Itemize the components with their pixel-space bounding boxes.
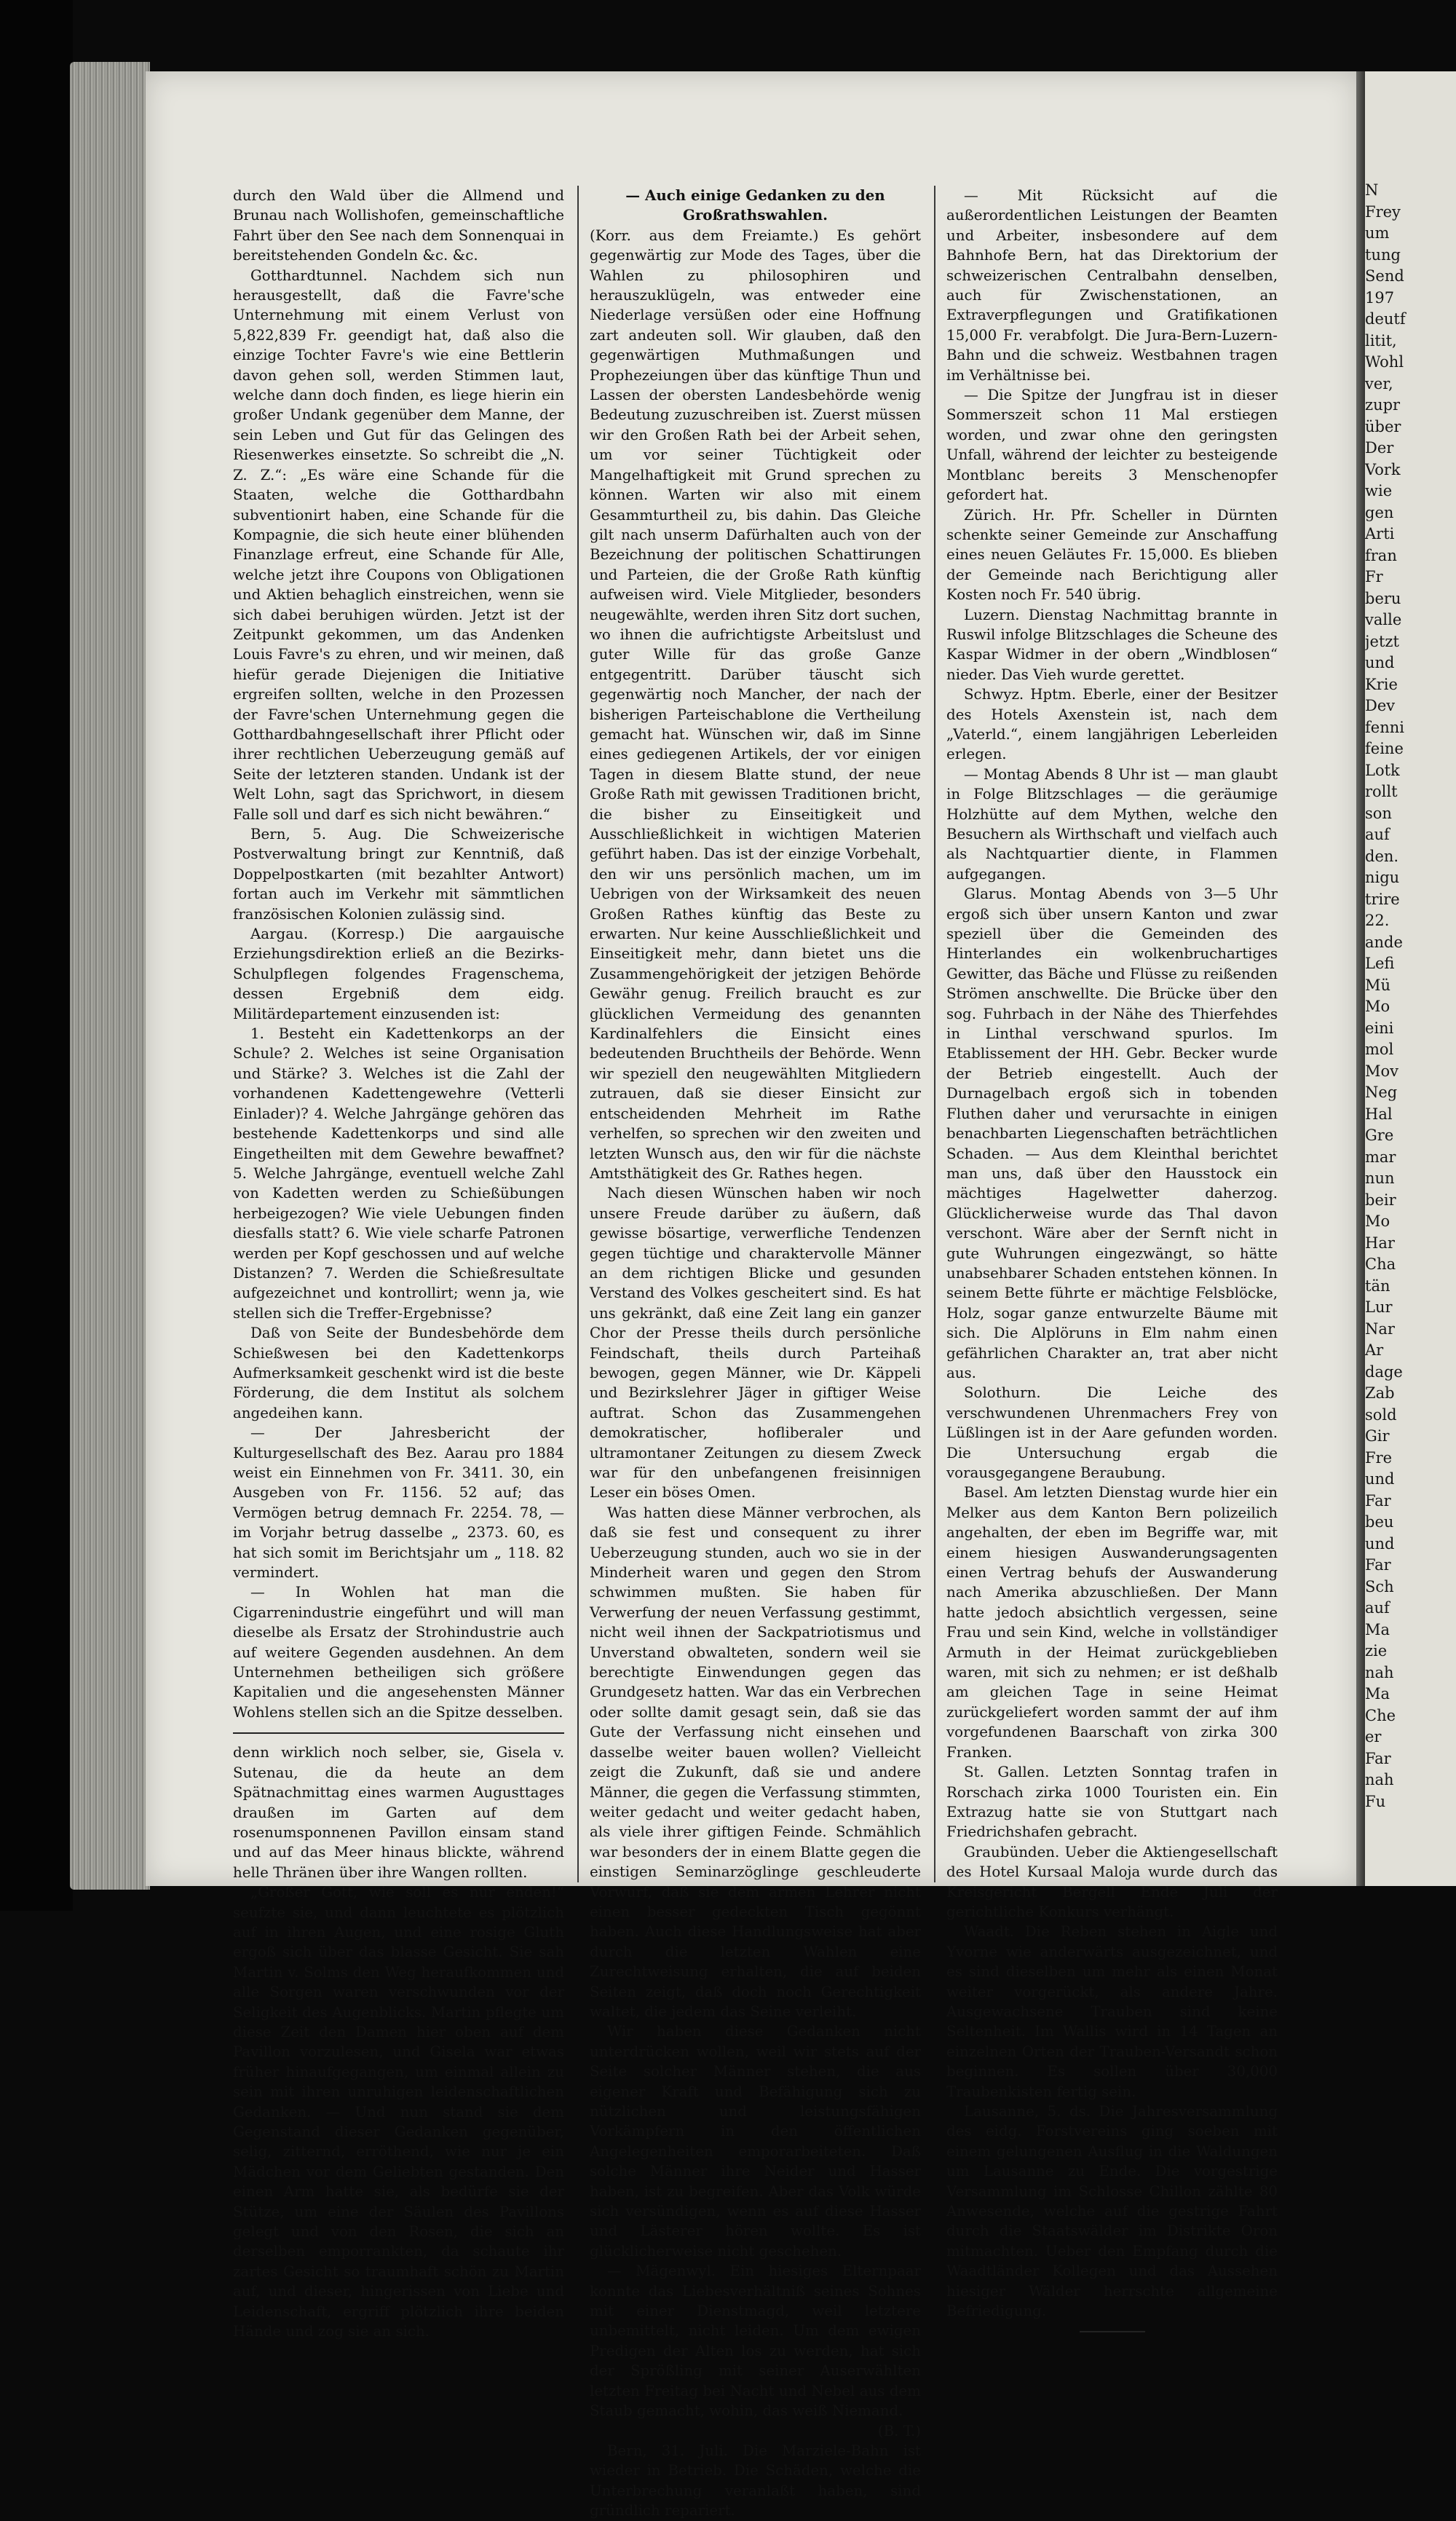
article-graubuenden: Graubünden. Ueber die Aktiengesellschaft des Hotel Kursaal Maloja wurde durch das Kreisgericht Bergell Ende Juli der gerichtliche Konkurs verhängt. <box>946 1843 1278 1920</box>
facing-page-word: gen <box>1365 503 1394 521</box>
article-jungfrau: — Die Spitze der Jungfrau ist in dieser Sommerszeit schon 11 Mal erstiegen worden, und zwar ohne den geringsten Unfall, während der leichter zu besteigende Montblanc bereits 3 Menschenopfer gefordert hat. <box>946 387 1278 504</box>
feuilleton-rule <box>233 1732 564 1734</box>
facing-page-word: sold <box>1365 1405 1397 1424</box>
facing-page-word: Sch <box>1365 1577 1394 1595</box>
facing-page-word: Krie <box>1365 675 1398 693</box>
facing-page-word: Ma <box>1365 1620 1390 1638</box>
facing-page-word: Arti <box>1365 525 1395 543</box>
facing-page-word: auf <box>1365 1599 1390 1617</box>
article-wohlen: — In Wohlen hat man die Cigarrenindustrie eingeführt und will man dieselbe als Ersatz der Strohindustrie auch auf weitere Gegenden ausdehnen. An dem Unternehmen betheiligen sich größere Kapitalien und die angesehensten Männer Wohlens stellen sich an die Spitze desselben. <box>233 1584 564 1721</box>
column-3 <box>946 186 1278 2340</box>
facing-page-word: mol <box>1365 1041 1394 1058</box>
article-maegenwyl: — Mägenwyl. Ein hiesiges Elternpaar konnte das Liebesverhältniß seines Sohnes mit einer Dienstmagd, weil letztere unbemittelt, nicht leiden. Um dem ewigen Predigen der Alten los zu werden, hat sich der Sprößling mit seiner Auserwählten letzten Freitag bei Nacht und Nebel aus dem Staub gemacht, wohin, das weiß Niemand. <box>590 2262 921 2420</box>
article-bern-post: Bern, 5. Aug. Die Schweizerische Postverwaltung bringt zur Kenntniß, daß Doppelpostkarten (mit bezahlter Antwort) fortan auch im Verkehr mit sämmtlichen französischen Kolonien zulässig sind. <box>233 826 564 923</box>
facing-page-word: und <box>1365 1534 1395 1553</box>
end-rule <box>1080 2331 1145 2332</box>
article-heading: — Auch einige Gedanken zu den Großrathswahlen. <box>625 186 885 224</box>
facing-page-word: Har <box>1365 1234 1395 1252</box>
facing-page-word: den. <box>1365 847 1399 865</box>
facing-page-word: Lotk <box>1365 761 1400 779</box>
facing-page-word: Wohl <box>1365 353 1404 371</box>
article-zuerich: Zürich. Hr. Pfr. Scheller in Dürnten schenkte seiner Gemeinde zur Anschaffung eines neuen Geläutes Fr. 15,000. Es blieben der Gemeinde nach Berichtigung aller Kosten noch Fr. 540 übrig. <box>946 506 1278 604</box>
facing-page-word: nigu <box>1365 869 1400 886</box>
article-text: Was hatten diese Männer verbrochen, als daß sie fest und consequent zu ihrer Ueberzeugung stunden, auch wo sie in der Minderheit waren und gegen den Strom schwimmen mußten. Sie haben für Verwerfung der neuen Verfassung gestimmt, nicht weil ihnen der Sackpatriotismus und Unverstand obwalteten, sondern weil sie berechtigte Einwendungen gegen das Grundgesetz hatten. War das ein Verbrechen oder sollte damit gesagt sein, daß sie das Gute der Verfassung nicht einsehen und dasselbe weiter bauen wollen? Vielleicht zeigt die Zukunft, daß sie und andere Männer, die gegen die Verfassung stimmten, weiter gedacht und weiter gedacht haben, als viele ihrer giftigen Feinde. Schmählich war besonders der in einem Blatte gegen die einstigen Seminarzöglinge geschleuderte Vorwurf, daß sie dem armen Lehrer nicht einen besser gedeckten Tisch gegönnt haben. Auch diese Handlungsweise hat aber durch die letzten Wahlen eine Zurechtweisung erhalten, die auf beiden Seiten zeigt, daß doch noch Gerechtigkeit waltet, die jedem das Seine verleiht. <box>590 1504 921 2020</box>
facing-page-word: tän <box>1365 1277 1390 1295</box>
facing-page-word: Far <box>1365 1556 1391 1574</box>
facing-page-word: dage <box>1365 1362 1403 1381</box>
facing-page-word: litit, <box>1365 331 1397 350</box>
article-kulturgesellschaft: — Der Jahresbericht der Kulturgesellschaft des Bez. Aarau pro 1884 weist ein Einnehmen von Fr. 3411. 30, ein Ausgeben von Fr. 1156. 52 auf; das Vermögen betrug demnach Fr. 2254. 78, — im Vorjahr betrug dasselbe „ 2373. 60, es hat sich somit im Berichtsjahr um „ 118. 82 vermindert. <box>233 1424 564 1582</box>
facing-page-word: er <box>1365 1728 1382 1745</box>
article-text: Wir haben diese Gedanken nicht unterdrücken wollen, weil wir stets auf der Seite solcher Männer stehen, die aus eigener Kraft und Befähigung sich zu nützlichen und leistungsfähigen Vorkämpfern in den öffentlichen Angelegenheiten emporarbeiteten. Daß solche Männer ihre Neider und Hasser haben, ist zu begreifen. Aber das Volk würde sich versündigen, wenn es auf diese Hasser und Lästerer hören wollte. Es ist glücklicherweise nicht geschehen. <box>590 2023 921 2260</box>
article-lausanne: Lausanne, 5. ds. Die Jahresversammlung des eidg. Forstvereins ging soeben mit einem gelungenen Ausflug in die Waldungen um Lausanne zu Ende. Die vorgestrige Versammlung im Schlosse Chillon zählte 80 Anwesende, welche auf die gestrige Fahrt durch die Staatswälder im Distrikte Oron mitmachten. Ueber den Empfang durch die Waadtländer Kollegen und das Aussehen hiesiger Wälder herrschte allgemeine Befriedigung. <box>946 2103 1278 2320</box>
column-divider-2 <box>934 186 935 1882</box>
facing-page-word: Lur <box>1365 1298 1393 1316</box>
facing-page-word: und <box>1365 1470 1395 1488</box>
facing-page-word: beru <box>1365 589 1401 607</box>
facing-page-word: Far <box>1365 1749 1391 1767</box>
facing-page-word: Gre <box>1365 1127 1394 1144</box>
facing-page-word: beu <box>1365 1513 1394 1531</box>
article-aargau: Aargau. (Korresp.) Die aargauische Erziehungsdirektion erließ an die Bezirks-Schulpflegen folgendes Fragenschema, dessen Ergebniß dem eidg. Militärdepartement einzusenden ist: <box>233 926 564 1022</box>
facing-page-word: Der <box>1365 439 1394 457</box>
article-solothurn: Solothurn. Die Leiche des verschwundenen Uhrenmachers Frey von Lüßlingen ist in der Aare gefunden worden. Die Untersuchung ergab die vorausgegangene Beraubung. <box>946 1384 1278 1481</box>
facing-page-word: deutf <box>1365 310 1406 328</box>
facing-page-word: beir <box>1365 1191 1396 1209</box>
facing-page-word: eini <box>1365 1019 1394 1037</box>
article-text: Nach diesen Wünschen haben wir noch unsere Freude darüber zu äußern, daß gewisse bösartige, verwerfliche Tendenzen gegen tüchtige und charaktervolle Männer an dem richtigen Blicke und gesunden Verstand des Volkes gescheitert sind. Es hat uns gekränkt, daß eine Zeit lang ein ganzer Chor der Presse theils durch persönliche Feindschaft, theils durch Parteihaß bewogen, gegen Männer, wie Dr. Käppeli und Bezirkslehrer Jäger in giftiger Weise auftrat. Schon das Zusammengehen demokratischer, hofliberaler und ultramontaner Zeitungen zu diesem Zweck war für den unbefangenen freisinnigen Leser ein böses Omen. <box>590 1185 921 1502</box>
facing-page-word: N <box>1365 181 1379 199</box>
facing-page-word: Far <box>1365 1491 1391 1510</box>
facing-page-word: tung <box>1365 245 1401 264</box>
column-divider-1 <box>577 186 579 1882</box>
facing-page-word: zie <box>1365 1642 1388 1660</box>
feuilleton-text: „Großer Gott, wie soll es nur enden!“ seufzte sie, und dann leuchtete es plötzlich auf in ihren Augen, und eine rosige Gluth ergoß sich über das blasse Gesicht. Sie sah Martin v. Solms den Weg heraufkommen und alle Sorgen waren verschwunden vor der Seligkeit des Augenblicks. Martin pflegte um diese Zeit den Damen hier oben auf dem Pavillon vorzulesen, und Gisela war etwas früher hinaufgegangen, um einmal allein zu sein mit ihren unruhigen leidenschaftlichen Gedanken. — Und nun stand sie dem Gegenstand dieser Gedanken gegenüber, selig, zitternd, erröthend, wie nur je ein Mädchen vor dem Geliebten gestanden. Den einen Arm hatte sie, als bedürfe sie der Stütze, um eine der Säulen des Pavillons gelegt und von den Rosen, die sich an derselben emporrankten, da schaute ihr zartes Gesicht so traumhaft schön zu Martin auf, und dieser, hingerissen von Liebe und Leidenschaft, ergriff plötzlich ihre beiden Hände und zog sie an sich. <box>233 1884 564 2340</box>
facing-page-word: Mov <box>1365 1062 1399 1080</box>
facing-page-word: Nar <box>1365 1319 1395 1338</box>
facing-page-word: Zab <box>1365 1384 1395 1402</box>
article-bern-marziele: Bern, 31. Juli. Die Marziele-Bahn ist wieder in Betrieb. Die Schäden, welche die Unterbrechung veranlaßt haben, sind gründlich repariert. <box>590 2442 921 2520</box>
facing-page-word: Fre <box>1365 1448 1393 1467</box>
facing-page-word: Fr <box>1365 568 1383 585</box>
facing-page-word: Fu <box>1365 1792 1386 1810</box>
article-mythen: — Montag Abends 8 Uhr ist — man glaubt in Folge Blitzschlages — die geräumige Holzhütte auf dem Mythen, welche den Besuchern als Wirthschaft und vielfach auch als Nachtquartier diente, in Flammen aufgegangen. <box>946 765 1278 883</box>
facing-page-word: nah <box>1365 1663 1394 1681</box>
article-luzern: Luzern. Dienstag Nachmittag brannte in Ruswil infolge Blitzschlages die Scheune des Kaspar Widmer in der obern „Windblosen“ nieder. Das Vieh wurde gerettet. <box>946 606 1278 683</box>
facing-page-word: fenni <box>1365 718 1404 736</box>
facing-page-word: rollt <box>1365 783 1398 800</box>
facing-page-word: zupr <box>1365 396 1401 414</box>
article-signature: (B. T.) <box>877 2422 921 2439</box>
facing-page-word: Send <box>1365 267 1404 285</box>
facing-page-word: Che <box>1365 1706 1396 1724</box>
article-st-gallen: St. Gallen. Letzten Sonntag trafen in Rorschach zirka 1000 Touristen ein. Ein Extrazug hatte sie von Stuttgart nach Friedrichshafen gebracht. <box>946 1764 1278 1841</box>
facing-page-word: Ma <box>1365 1685 1390 1703</box>
feuilleton-text: denn wirklich noch selber, sie, Gisela v. Sutenau, die da heute an dem Spätnachmittag eines warmen Augusttages draußen im Garten auf dem rosenumsponnenen Pavillon einsam stand und auf das Meer hinaus blickte, während helle Thränen über ihre Wangen rollten. <box>233 1744 564 1881</box>
page-edges <box>70 62 150 1890</box>
article-aargau-closing: Daß von Seite der Bundesbehörde dem Schießwesen bei den Kadettenkorps Aufmerksamkeit geschenkt wird ist die beste Förderung, die dem Institut als solchem angedeihen kann. <box>233 1325 564 1421</box>
facing-page-word: trire <box>1365 890 1400 908</box>
facing-page-word: nah <box>1365 1771 1394 1788</box>
facing-page-word: über <box>1365 417 1401 435</box>
facing-page-word: fran <box>1365 546 1397 564</box>
facing-page-word: ande <box>1365 933 1403 951</box>
facing-page-word: Frey <box>1365 202 1401 221</box>
facing-page-word: Lefi <box>1365 955 1395 972</box>
column-2 <box>590 186 921 2521</box>
article-gotthardtunnel: Gotthardtunnel. Nachdem sich nun herausgestellt, daß die Favre'sche Unternehmung mit einem Verlust von 5,822,839 Fr. geendigt hat, daß also die einzige Tochter Favre's wie eine Bettlerin davon gehen soll, werden Stimmen laut, welche dann doch finden, es liege hierin ein großer Undank gegenüber dem Manne, der sein Leben und Gut für das Gelingen des Riesenwerkes einsetzte. So schreibt die „N. Z. Z.“: „Es wäre eine Schande für die Staaten, welche die Gotthardbahn subventionirt haben, eine Schande für die Kompagnie, die sich heute einer blühenden Finanzlage erfreut, eine Schande für Alle, welche jetzt ihre Coupons von Obligationen und Aktien behaglich einstreichen, wenn sie sich dabei beruhigen würden. Jetzt ist der Zeitpunkt gekommen, um das Andenken Louis Favre's zu ehren, und wir meinen, daß hiefür gerade Diejenigen die Initiative ergreifen sollten, welche in den Prozessen der Favre'schen Unternehmung gegen die Gotthardbahngesellschaft ihrer Pflicht oder ihrer rechtlichen Ueberzeugung gemäß auf Seite der letzteren standen. Undank ist der Welt Lohn, sagt das Sprichwort, in diesem Falle soll und darf es sich nicht bewähren.“ <box>233 267 564 823</box>
facing-page-word: ver, <box>1365 374 1393 392</box>
article-schwyz: Schwyz. Hptm. Eberle, einer der Besitzer des Hotels Axenstein ist, nach dem „Vaterld.“, einem langjährigen Leberleiden erlegen. <box>946 686 1278 763</box>
facing-page-word: 22. <box>1365 912 1390 929</box>
facing-page-word: Gir <box>1365 1427 1390 1445</box>
facing-page-word: Mo <box>1365 1212 1390 1230</box>
facing-page-word: Mo <box>1365 998 1390 1015</box>
facing-page-word: und <box>1365 654 1395 671</box>
facing-page-word: nun <box>1365 1169 1395 1187</box>
facing-page-word: jetzt <box>1365 632 1399 650</box>
facing-page-word: Dev <box>1365 697 1396 714</box>
article-glarus: Glarus. Montag Abends von 3—5 Uhr ergoß sich über unsern Kanton und zwar speziell über die Gemeinden des Hinterlandes ein wolkenbruchartiges Gewitter, das Bäche und Flüsse zu reißenden Strömen anschwellte. Die Brücke über den sog. Fuhrbach in der Nähe des Thierfehdes in Linthal verschwand spurlos. Im Etablissement der HH. Gebr. Becker wurde der Betrieb eingestellt. Auch der Durnagelbach ergoß sich in tobenden Fluthen daher und verursachte in einigen benachbarten Liegenschaften beträchtlichen Schaden. — Aus dem Kleinthal berichtet man uns, daß über den Hausstock ein mächtiges Hagelwetter daherzog. Glücklicherweise wurde das Thal davon verschont. Wäre aber der Sernft nicht in gute Wuhrungen eingezwängt, so hätte unabsehbarer Schaden entstehen können. In seinem Bette führte er mächtige Felsblöcke, Holz, sogar ganze entwurzelte Bäume mit sich. Die Alplöruns in Elm nahm einen gefährlichen Charakter an, trat aber nicht aus. <box>946 885 1278 1381</box>
facing-page-word: valle <box>1365 611 1402 628</box>
facing-page-word: Cha <box>1365 1255 1396 1273</box>
facing-page-word: mar <box>1365 1148 1396 1166</box>
facing-page-word: wie <box>1365 482 1393 500</box>
facing-page-word: auf <box>1365 826 1390 843</box>
facing-page-word: Neg <box>1365 1084 1398 1101</box>
article-text: durch den Wald über die Allmend und Brunau nach Wollishofen, gemeinschaftliche Fahrt über den See nach dem Sonnenquai in bereitstehenden Gondeln &c. &c. <box>233 187 564 264</box>
facing-page-word: 197 <box>1365 288 1395 307</box>
article-centralbahn: — Mit Rücksicht auf die außerordentlichen Leistungen der Beamten und Arbeiter, insbesondere auf dem Bahnhofe Bern, hat das Direktorium der schweizerischen Centralbahn denselben, auch für Zwischenstationen, an Extraverpflegungen und Gratifikationen 15,000 Fr. verabfolgt. Die Jura-Bern-Luzern-Bahn und die schweiz. Westbahnen tragen im Verhältnisse bei. <box>946 187 1278 384</box>
facing-page-word: Ar <box>1365 1341 1384 1359</box>
article-waadt: Waadt. Die Reben stehen in Aigle und Yvorne wie anderwärts ausgezeichnet, und es sind dieselben um mehr als einen Monat weiter vorgerückt, als andere Jahre. Ausgewachsene Trauben sind keine Seltenheit. Im Wallis wird in 14 Tagen an einzelnen Orten der Trauben-Versandt schon beginnen. Es sollen über 30,000 Traubenkisten fertig sein. <box>946 1923 1278 2100</box>
article-aargau-questions: 1. Besteht ein Kadettenkorps an der Schule? 2. Welches ist seine Organisation und Stärke? 3. Welches ist die Zahl der vorhandenen Kadettengewehre (Vetterli Einlader)? 4. Welche Jahrgänge gehören das bestehende Kadettenkorps und sind alle Eingetheilten mit dem Gewehre bewaffnet? 5. Welche Jahrgänge, eventuell welche Zahl von Kadetten werden zu Schießübungen herbeigezogen? Wie viele Uebungen finden diesfalls statt? 6. Wie viele scharfe Patronen werden per Kopf geschossen und auf welche Distanzen? 7. Werden die Schießresultate aufgezeichnet und kontrollirt; wenn ja, wie stellen sich die Treffer-Ergebnisse? <box>233 1025 564 1322</box>
facing-page-word: Vork <box>1365 460 1401 478</box>
facing-page-fragment <box>1365 71 1456 1886</box>
column-1 <box>233 186 564 2341</box>
facing-page-word: feine <box>1365 740 1404 757</box>
facing-page-word: son <box>1365 804 1392 822</box>
book-binding <box>0 0 73 1911</box>
article-text: (Korr. aus dem Freiamte.) Es gehört gegenwärtig zur Mode des Tages, über die Wahlen zu philosophiren und herauszuklügeln, was entweder eine Niederlage versüßen oder eine Hoffnung zart andeuten soll. Wir glauben, daß den gegenwärtigen Muthmaßungen und Prophezeiungen über das künftige Thun und Lassen der obersten Landesbehörde wenig Bedeutung zuzuschreiben ist. Zuerst müssen wir den Großen Rath bei der Arbeit sehen, um vor seiner Tüchtigkeit oder Mangelhaftigkeit mit Grund sprechen zu können. Warten wir also mit einem Gesammturtheil zu, bis dahin. Das Gleiche gilt nach unserm Dafürhalten auch von der Bezeichnung der politischen Schattirungen und Parteien, die der Große Rath künftig aufweisen wird. Viele Mitglieder, besonders neugewählte, werden ihren Sitz dort suchen, wo ihnen die aufrichtigste Arbeitslust und guter Wille für das große Ganze entgegentritt. Darüber täuscht sich gegenwärtig noch Mancher, der nach der bisherigen Parteischablone die Vertheilung gemacht hat. Wünschen wir, daß im Sinne eines gediegenen Artikels, der vor einigen Tagen in diesem Blatte stund, der neue Große Rath mit gewissen Traditionen bricht, die bisher zu Einseitigkeit und Ausschließlichkeit in wichtigen Materien geführt haben. Das ist der einzige Vorbehalt, den wir uns persönlich machen, um im Uebrigen von der Wirksamkeit des neuen Großen Rathes künftig das Beste zu erwarten. Nur keine Ausschließlichkeit und Einseitigkeit mehr, dann bietet uns die Zusammengehörigkeit der jetzigen Behörde Gewähr genug. Freilich braucht es zur glücklichen Vermeidung des genannten Kardinalfehlers die Einsicht eines bedeutenden Bruchtheils der Behörde. Wenn wir speziell den neugewählten Mitgliedern zutrauen, daß sie dieser Einsicht zur entscheidenden Mehrheit im Rathe verhelfen, so sprechen wir den zweiten und letzten Wunsch aus, den wir für die nächste Amtsthätigkeit des Gr. Rathes hegen. <box>590 226 921 1182</box>
article-basel: Basel. Am letzten Dienstag wurde hier ein Melker aus dem Kanton Bern polizeilich angehalten, der eben im Begriffe war, mit einem hiesigen Auswanderungsagenten einen Vertrag behufs der Auswanderung nach Amerika abzuschließen. Der Mann hatte jedoch absichtlich vergessen, seine Frau und sein Kind, welche in vollständiger Armuth in der Heimat zurückgeblieben waren, mit sich zu nehmen; er ist deßhalb am gleichen Tage in seine Heimat zurückgeliefert worden sammt der auf ihm vorgefundenen Baarschaft von zirka 300 Franken. <box>946 1484 1278 1761</box>
facing-page-word: um <box>1365 224 1390 242</box>
facing-page-word: Mü <box>1365 976 1391 994</box>
facing-page-word: Hal <box>1365 1105 1393 1123</box>
